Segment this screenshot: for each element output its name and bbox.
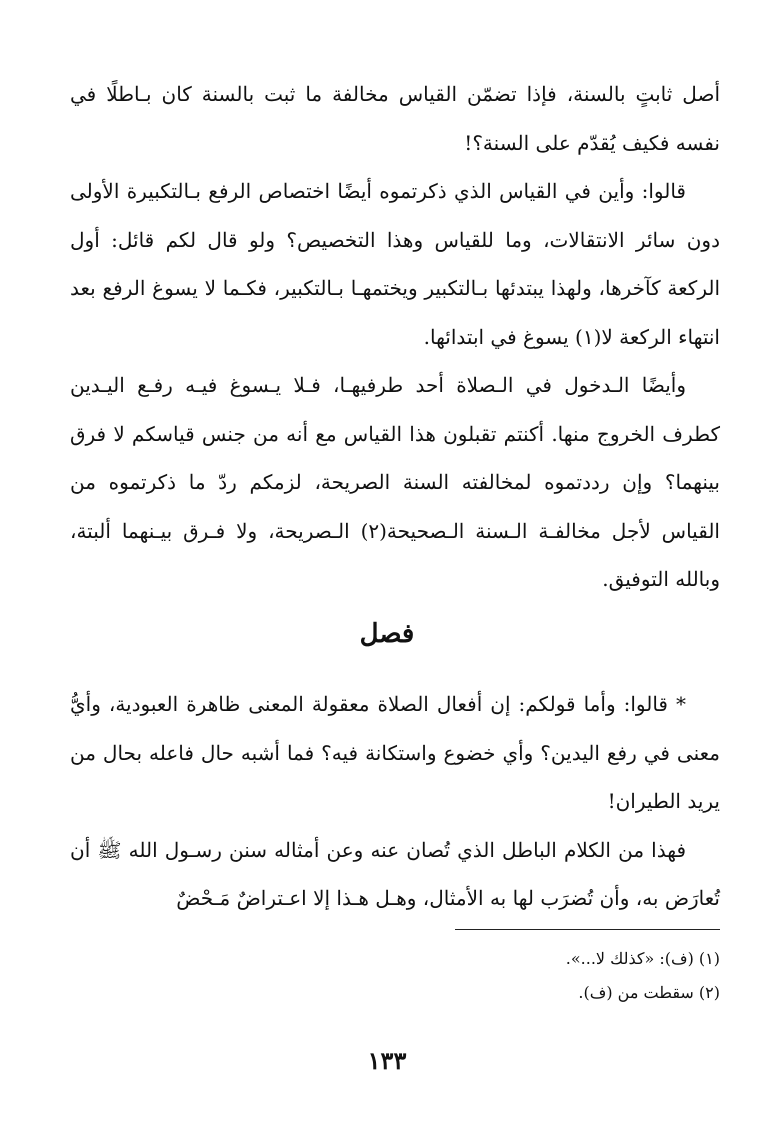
paragraph-2: قالوا: وأين في القياس الذي ذكرتموه أيضًا اختصاص الرفع بـالتكبيرة الأولى دون سائر الانتقالات، وما للقياس وهذا التخصيص؟ ولو قال لكم قائل: أول الركعة كآخرها، ولهذا يبتدئها بـالتكبير ويختمهـا بـالتكبير، فكـما لا يسوغ الرفع بعد انتهاء الركعة لا(١) يسوغ في ابتدائها. (70, 179, 720, 349)
section-heading: فصل (359, 619, 415, 649)
paragraph-5: فهذا من الكلام الباطل الذي تُصان عنه وعن أمثاله سنن رسـول الله ﷺ أن تُعارَض به، وأن تُضرَب لها به الأمثال، وهـل هـذا إلا اعـتراضٌ مَـحْضٌ (70, 837, 720, 910)
paragraph-1: أصل ثابتٍ بالسنة، فإذا تضمّن القياس مخالفة ما ثبت بالسنة كان بـاطلًا في نفسه فكيف يُقدّم على السنة؟! (70, 82, 720, 155)
paragraph-3: وأيضًا الـدخول في الـصلاة أحد طرفيهـا، فـلا يـسوغ فيـه رفـع اليـدين كطرف الخروج منها. أكنتم تقبلون هذا القياس مع أنه من جنس قياسكم لا فرق بينهما؟ وإن رددتموه لمخالفته السنة الصريحة، لزمكم ردّ ما ذكرتموه من القياس لأجل مخالفـة الـسنة الـصحيحة(٢) الـصريحة، ولا فـرق بيـنهما ألبتة، وبالله التوفيق. (70, 373, 720, 591)
main-text-block (70, 70, 720, 604)
footnotes (300, 942, 720, 1010)
page-number: ١٣٣ (367, 1046, 407, 1075)
footnote-2: (٢) سقطت من (ف). (578, 983, 720, 1002)
footnote-separator (455, 929, 720, 930)
paragraph-4: * قالوا: وأما قولكم: إن أفعال الصلاة معقولة المعنى ظاهرة العبودية، وأيُّ معنى في رفع اليدين؟ وأي خضوع واستكانة فيه؟ فما أشبه حال فاعله بحال من يريد الطيران! (70, 692, 720, 813)
section-text-block (70, 680, 720, 923)
footnote-1: (١) (ف): «كذلك لا...». (565, 949, 720, 968)
